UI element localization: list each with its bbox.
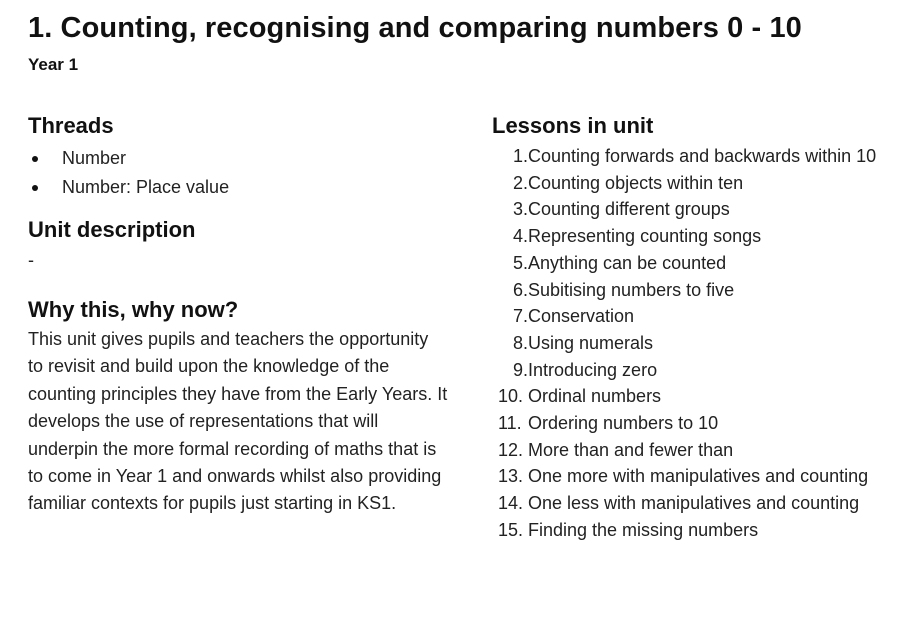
why-this-why-now-section <box>28 296 448 518</box>
lesson-number: 14. <box>498 493 524 514</box>
lesson-item <box>492 383 907 410</box>
lesson-label: Ordinal numbers <box>528 386 662 407</box>
lesson-number: 4. <box>512 226 528 247</box>
thread-item <box>28 144 448 173</box>
lesson-label: Introducing zero <box>528 359 658 380</box>
lesson-item <box>492 437 907 464</box>
lesson-item <box>492 250 907 277</box>
unit-description-text: - <box>28 250 34 270</box>
left-column <box>28 112 448 518</box>
threads-list <box>28 144 448 202</box>
threads-section <box>28 112 448 202</box>
lesson-number: 13. <box>498 466 524 487</box>
unit-description-section <box>28 216 448 272</box>
lesson-label: Conservation <box>528 306 635 327</box>
lesson-item <box>492 517 907 544</box>
lesson-item <box>492 410 907 437</box>
lesson-number: 6. <box>512 279 528 300</box>
lesson-item <box>492 303 907 330</box>
year-label: Year 1 <box>28 55 79 74</box>
lesson-number: 12. <box>498 439 524 460</box>
lesson-label: Finding the missing numbers <box>528 519 759 540</box>
threads-heading: Threads <box>28 113 114 138</box>
lesson-number: 5. <box>512 252 528 273</box>
lesson-label: Using numerals <box>528 332 654 353</box>
lesson-item <box>492 330 907 357</box>
lesson-number: 7. <box>512 306 528 327</box>
lesson-number: 3. <box>512 199 528 220</box>
lesson-number: 9. <box>512 359 528 380</box>
lesson-label: Counting forwards and backwards within 10 <box>528 146 877 166</box>
lesson-item <box>492 463 907 490</box>
thread-label: Number <box>62 148 127 168</box>
lesson-number: 15. <box>498 519 524 540</box>
lesson-item <box>492 490 907 517</box>
lesson-label: Ordering numbers to 10 <box>528 413 719 434</box>
lesson-item <box>492 196 907 223</box>
page-title: 1. Counting, recognising and comparing numbers 0 - 10 <box>28 12 802 44</box>
lesson-label: Counting objects within ten <box>528 172 744 193</box>
lesson-number: 1. <box>512 146 528 166</box>
why-this-why-now-text: This unit gives pupils and teachers the opportunity to revisit and build upon the knowledge of the counting principles they have from the Early Years. It develops the use of representations that will underpin the more formal recording of maths that is to come in Year 1 and onwards whilst also providing familiar contexts for pupils just starting in KS1. <box>28 329 448 514</box>
bullet-icon <box>32 185 38 191</box>
lesson-item <box>492 357 907 384</box>
lesson-item <box>492 277 907 304</box>
lesson-label: One more with manipulatives and counting <box>528 466 869 487</box>
lesson-item <box>492 143 907 170</box>
lesson-label: One less with manipulatives and counting <box>528 493 860 514</box>
lesson-label: Representing counting songs <box>528 226 762 247</box>
lesson-label: Anything can be counted <box>528 252 727 273</box>
right-column <box>492 112 907 544</box>
lesson-number: 10. <box>498 386 524 407</box>
lesson-label: Counting different groups <box>528 199 730 220</box>
why-this-why-now-heading: Why this, why now? <box>28 297 239 322</box>
lesson-number: 2. <box>512 172 528 193</box>
lesson-number: 8. <box>512 332 528 353</box>
unit-description-heading: Unit description <box>28 217 196 242</box>
lesson-label: Subitising numbers to five <box>528 279 735 300</box>
bullet-icon <box>32 156 38 162</box>
lesson-label: More than and fewer than <box>528 439 734 460</box>
lessons-list <box>492 143 907 544</box>
lesson-item <box>492 223 907 250</box>
thread-item <box>28 173 448 202</box>
lessons-heading: Lessons in unit <box>492 113 654 138</box>
lesson-item <box>492 170 907 197</box>
lesson-number: 11. <box>498 413 522 434</box>
thread-label: Number: Place value <box>62 177 230 197</box>
